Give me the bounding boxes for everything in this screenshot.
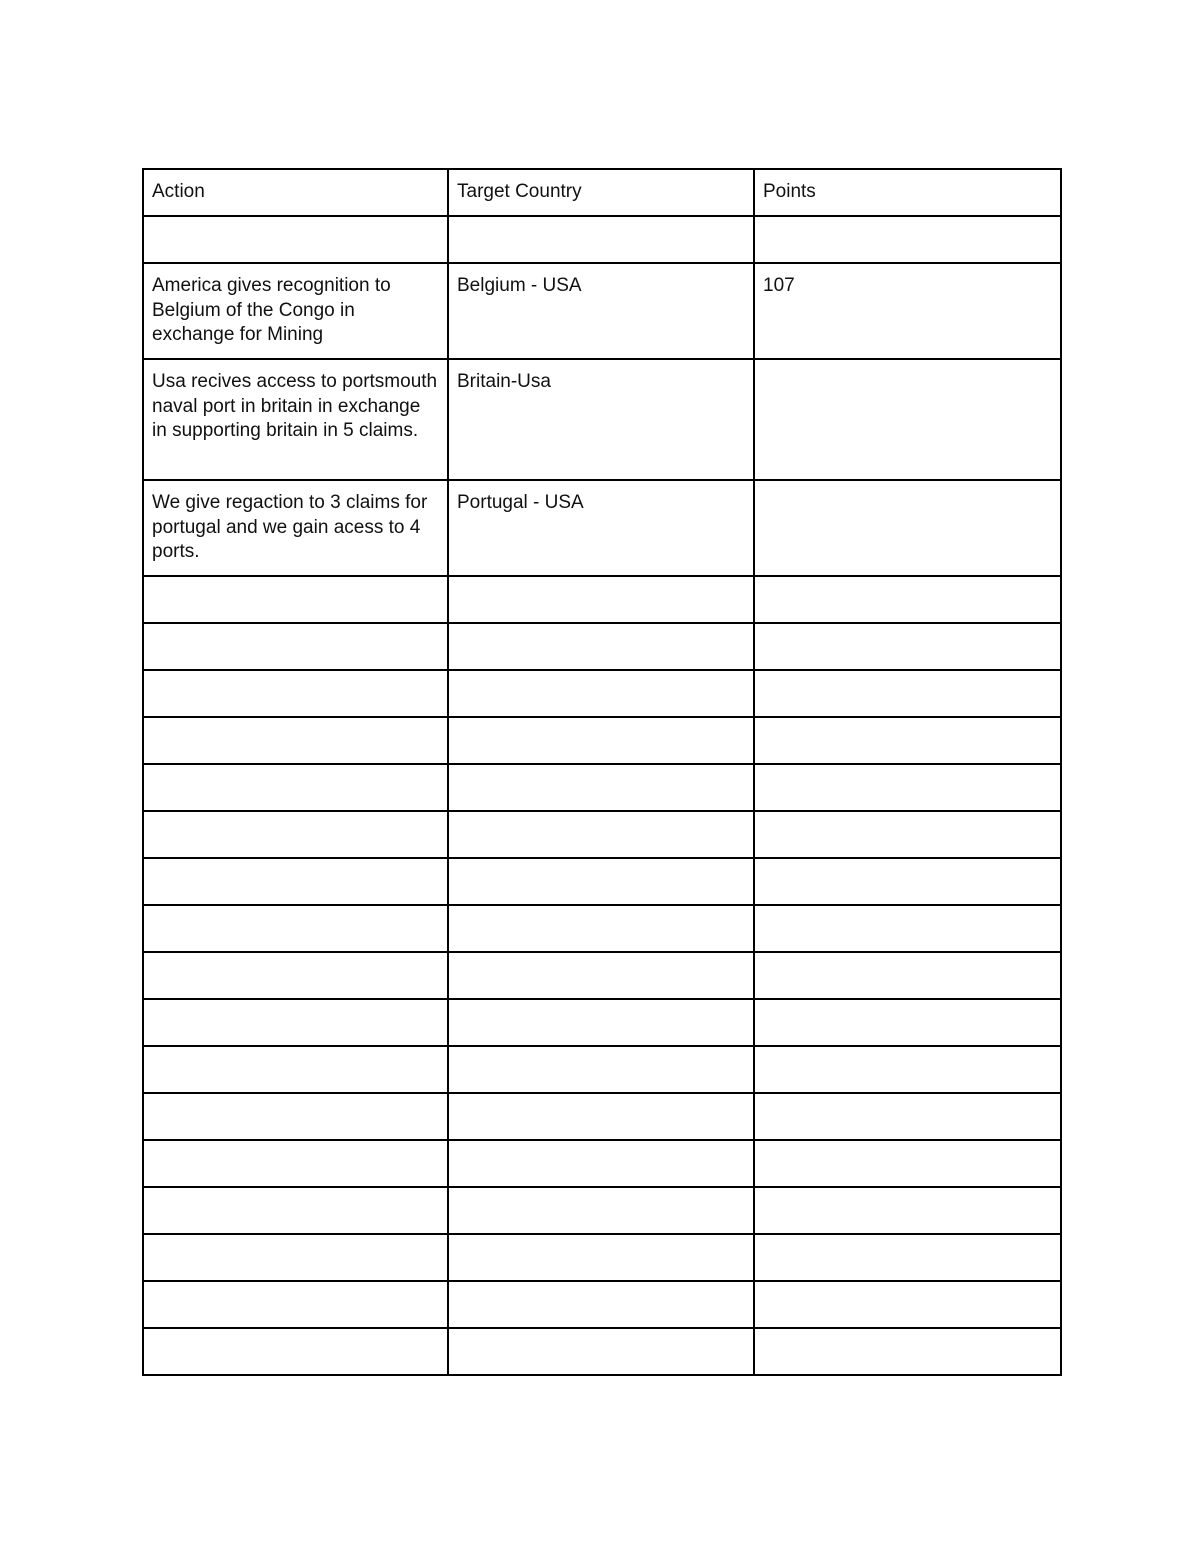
target-country-cell: Britain-Usa [448,359,754,480]
table-row [143,480,1061,576]
target-country-cell [448,1328,754,1375]
action-cell [143,1328,448,1375]
target-country-cell [448,1140,754,1187]
action-cell [143,1046,448,1093]
action-cell [143,1281,448,1328]
points-cell [754,764,1061,811]
action-cell [143,764,448,811]
points-cell [754,576,1061,623]
target-country-cell [448,1093,754,1140]
target-country-cell: Belgium - USA [448,263,754,359]
target-country-cell [448,576,754,623]
points-cell [754,216,1061,263]
target-country-cell [448,858,754,905]
table-row [143,623,1061,670]
header-target-country: Target Country [448,169,754,216]
points-cell [754,1328,1061,1375]
action-cell [143,952,448,999]
target-country-cell [448,1281,754,1328]
table-row [143,905,1061,952]
action-cell [143,576,448,623]
table-row [143,216,1061,263]
table-header-row [143,169,1061,216]
points-cell [754,1093,1061,1140]
target-country-cell [448,999,754,1046]
action-cell [143,1187,448,1234]
target-country-cell [448,670,754,717]
target-country-cell [448,952,754,999]
action-cell [143,670,448,717]
table-row [143,811,1061,858]
points-cell [754,1234,1061,1281]
target-country-cell [448,623,754,670]
points-cell [754,905,1061,952]
points-cell [754,811,1061,858]
target-country-cell [448,216,754,263]
action-cell: America gives recognition to Belgium of the Congo in exchange for Mining [143,263,448,359]
points-cell [754,359,1061,480]
action-cell [143,999,448,1046]
action-cell: We give regaction to 3 claims for portugal and we gain acess to 4 ports. [143,480,448,576]
action-cell [143,811,448,858]
table-row [143,858,1061,905]
target-country-cell [448,1046,754,1093]
table-row [143,670,1061,717]
target-country-cell [448,764,754,811]
table-row [143,359,1061,480]
points-cell [754,1046,1061,1093]
table-row [143,952,1061,999]
action-cell [143,1140,448,1187]
action-cell [143,717,448,764]
points-cell [754,670,1061,717]
table-row [143,1281,1061,1328]
points-cell [754,999,1061,1046]
table-row [143,1187,1061,1234]
target-country-cell: Portugal - USA [448,480,754,576]
target-country-cell [448,717,754,764]
points-cell: 107 [754,263,1061,359]
table-row [143,764,1061,811]
points-cell [754,1140,1061,1187]
target-country-cell [448,1234,754,1281]
header-action: Action [143,169,448,216]
table-row [143,717,1061,764]
target-country-cell [448,1187,754,1234]
table-row [143,1093,1061,1140]
action-cell [143,905,448,952]
action-cell [143,216,448,263]
table-row [143,576,1061,623]
action-cell [143,623,448,670]
action-cell: Usa recives access to portsmouth naval port in britain in exchange in supporting britain in 5 claims. [143,359,448,480]
target-country-cell [448,905,754,952]
points-cell [754,1187,1061,1234]
actions-table [142,168,1062,1376]
points-cell [754,1281,1061,1328]
header-points: Points [754,169,1061,216]
table-row [143,1328,1061,1375]
target-country-cell [448,811,754,858]
action-cell [143,858,448,905]
action-cell [143,1234,448,1281]
points-cell [754,717,1061,764]
points-cell [754,623,1061,670]
table-row [143,1140,1061,1187]
table-row [143,263,1061,359]
table-row [143,999,1061,1046]
points-cell [754,480,1061,576]
points-cell [754,858,1061,905]
points-cell [754,952,1061,999]
table-row [143,1234,1061,1281]
action-cell [143,1093,448,1140]
table-row [143,1046,1061,1093]
